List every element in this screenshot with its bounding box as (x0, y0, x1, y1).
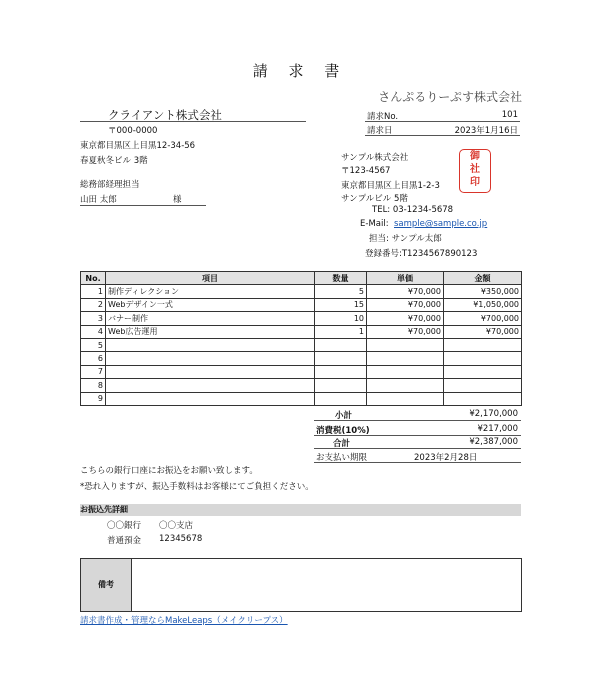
table-header-row (81, 272, 522, 285)
row-amount: ¥700,000 (444, 312, 522, 325)
row-qty: 10 (315, 312, 367, 325)
due-date-label: お支払い期限 (316, 453, 368, 463)
row-price: ¥70,000 (367, 312, 444, 325)
tax-label: 消費税(10%) (316, 426, 370, 436)
row-item: 制作ディレクション (106, 285, 315, 298)
issuer-tel: TEL: 03-1234-5678 (372, 205, 454, 215)
row-item (106, 338, 315, 351)
row-amount (444, 392, 522, 405)
header-unit-price: 単価 (367, 272, 444, 285)
row-qty (315, 379, 367, 392)
issuer-address-1: 東京都目黒区上目黒1-2-3 (341, 181, 440, 191)
row-qty (315, 338, 367, 351)
header-quantity: 数量 (315, 272, 367, 285)
client-address-1: 東京都目黒区上目黒12-34-56 (80, 141, 196, 151)
company-seal-stamp (459, 149, 491, 193)
row-item (106, 352, 315, 365)
table-row (81, 285, 522, 298)
header-amount: 金額 (444, 272, 522, 285)
invoice-date-label: 請求日 (367, 126, 393, 136)
row-amount: ¥70,000 (444, 325, 522, 338)
row-qty: 1 (315, 325, 367, 338)
invoice-no-value: 101 (501, 110, 518, 120)
client-honorific: 様 (173, 195, 182, 205)
row-price (367, 352, 444, 365)
subtotal-underline (314, 420, 521, 421)
row-price (367, 379, 444, 392)
payment-note-1: こちらの銀行口座にお振込をお願い致します。 (80, 466, 258, 476)
document-title: 請 求 書 (252, 62, 348, 80)
invoice-date-value: 2023年1月16日 (454, 126, 518, 136)
client-address-2: 春夏秋冬ビル 3階 (80, 156, 148, 166)
invoice-date-underline (365, 135, 520, 136)
row-qty: 5 (315, 285, 367, 298)
client-postal: 〒000-0000 (108, 126, 158, 136)
issuer-name: サンプル株式会社 (341, 153, 409, 163)
row-price: ¥70,000 (367, 325, 444, 338)
row-no: 8 (81, 379, 106, 392)
table-row (81, 298, 522, 311)
memo-box (80, 558, 522, 612)
row-amount (444, 379, 522, 392)
seal-char-3: 印 (470, 177, 480, 188)
bank-branch: 〇〇支店 (159, 521, 194, 531)
due-date-underline (314, 462, 521, 463)
row-no: 1 (81, 285, 106, 298)
client-person: 山田 太郎 (80, 195, 117, 205)
bank-details-header (80, 504, 521, 516)
row-item (106, 379, 315, 392)
total-value: ¥2,387,000 (469, 437, 518, 447)
header-no: No. (81, 272, 106, 285)
row-amount (444, 338, 522, 351)
bank-account-type: 普通預金 (107, 536, 142, 546)
row-qty (315, 365, 367, 378)
makeleaps-footer-link[interactable]: 請求書作成・管理ならMakeLeaps（メイクリープス） (80, 616, 288, 626)
row-price: ¥70,000 (367, 285, 444, 298)
table-row (81, 365, 522, 378)
invoice-no-label: 請求No. (367, 112, 399, 122)
row-no: 7 (81, 365, 106, 378)
issuer-registration: 登録番号:T1234567890123 (365, 249, 478, 259)
row-amount (444, 365, 522, 378)
table-row (81, 325, 522, 338)
bank-details-title: お振込先詳細 (80, 505, 128, 514)
subtotal-label: 小計 (335, 411, 353, 421)
row-price (367, 338, 444, 351)
payment-note-2: *恐れ入りますが、振込手数料はお客様にてご負担ください。 (80, 482, 314, 492)
row-no: 3 (81, 312, 106, 325)
table-row (81, 312, 522, 325)
row-amount (444, 352, 522, 365)
invoice-no-underline (365, 121, 520, 122)
seal-char-1: 御 (470, 151, 480, 162)
subtotal-value: ¥2,170,000 (469, 409, 518, 419)
row-no: 4 (81, 325, 106, 338)
client-department: 総務部経理担当 (80, 180, 140, 190)
issuer-staff: 担当: サンプル太郎 (369, 234, 442, 244)
seal-char-2: 社 (470, 164, 480, 175)
row-qty (315, 392, 367, 405)
client-name-underline (80, 121, 306, 122)
row-price: ¥70,000 (367, 298, 444, 311)
total-underline (314, 448, 521, 449)
issuer-company-heading: さんぷるりーぷす株式会社 (378, 90, 522, 104)
table-row (81, 379, 522, 392)
row-amount: ¥1,050,000 (444, 298, 522, 311)
table-row (81, 392, 522, 405)
row-item (106, 392, 315, 405)
items-table (80, 271, 522, 406)
row-no: 2 (81, 298, 106, 311)
issuer-email-label: E-Mail: (360, 219, 389, 229)
row-qty (315, 352, 367, 365)
row-amount: ¥350,000 (444, 285, 522, 298)
issuer-address-2: サンプルビル 5階 (341, 194, 408, 204)
issuer-postal: 〒123-4567 (341, 166, 391, 176)
tax-value: ¥217,000 (477, 424, 518, 434)
header-item: 項目 (106, 272, 315, 285)
row-item: Webデザイン一式 (106, 298, 315, 311)
table-row (81, 352, 522, 365)
issuer-email-link[interactable]: sample@sample.co.jp (394, 219, 488, 229)
row-price (367, 392, 444, 405)
row-no: 6 (81, 352, 106, 365)
row-item: バナー制作 (106, 312, 315, 325)
row-qty: 15 (315, 298, 367, 311)
memo-label: 備考 (81, 559, 132, 611)
bank-name: 〇〇銀行 (107, 521, 142, 531)
due-date-value: 2023年2月28日 (414, 453, 478, 463)
total-label: 合計 (333, 439, 351, 449)
client-name: クライアント株式会社 (108, 108, 222, 122)
tax-underline (314, 435, 521, 436)
row-no: 9 (81, 392, 106, 405)
row-no: 5 (81, 338, 106, 351)
client-person-underline (80, 205, 206, 206)
row-price (367, 365, 444, 378)
table-row (81, 338, 522, 351)
row-item: Web広告運用 (106, 325, 315, 338)
bank-account-number: 12345678 (159, 534, 203, 544)
row-item (106, 365, 315, 378)
